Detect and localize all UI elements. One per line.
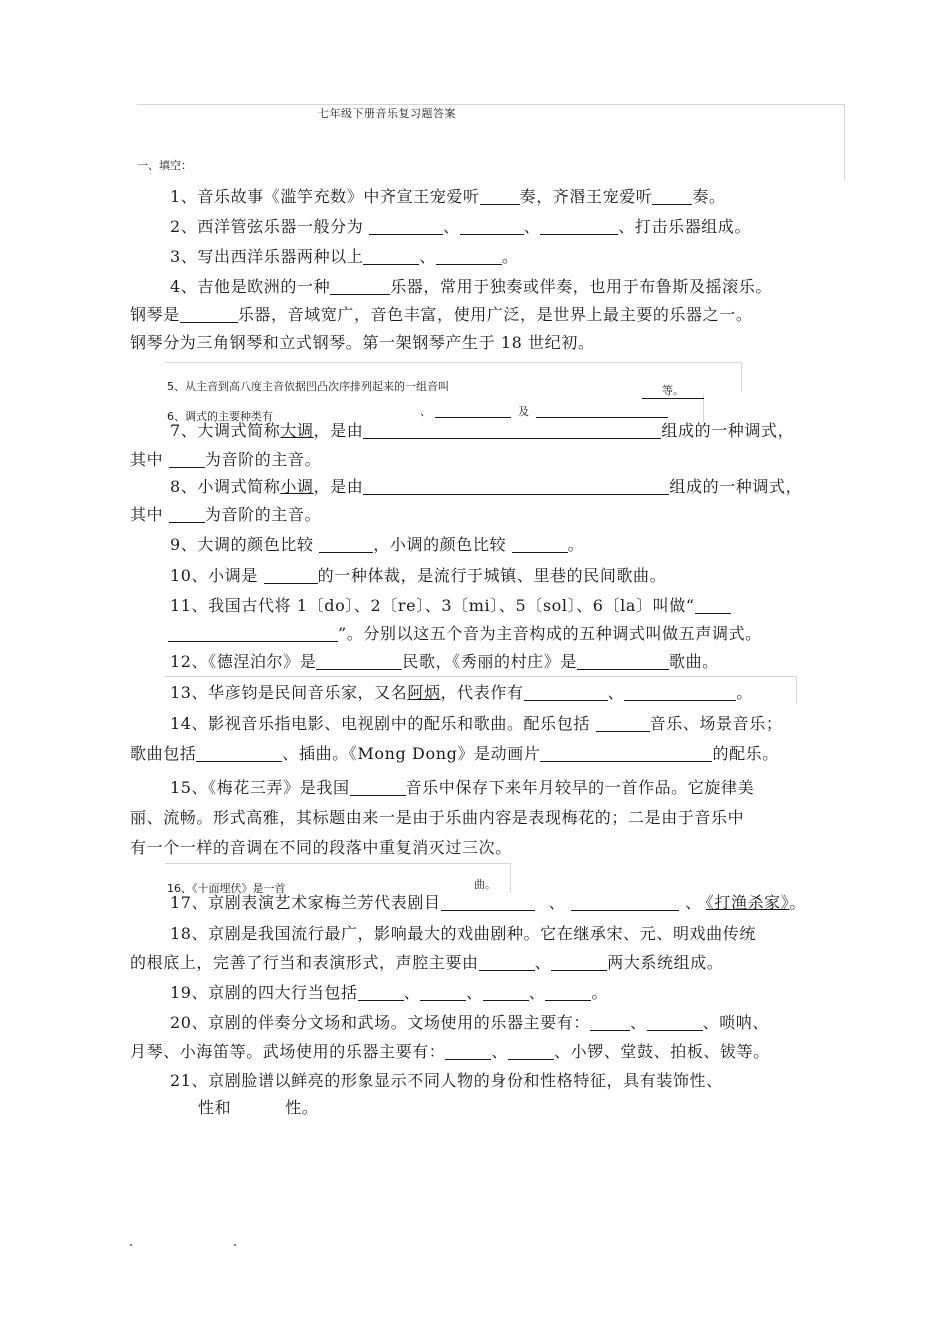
question-18: 18、京剧是我国流行最广，影响最大的戏曲剧种。它在继承宋、元、明戏曲传统 xyxy=(170,924,756,943)
blank[interactable] xyxy=(441,894,535,911)
question-13: 13、华彦钧是民间音乐家，又名阿炳，代表作有 、 。 xyxy=(170,683,753,702)
blank[interactable] xyxy=(590,1014,630,1031)
blank[interactable] xyxy=(196,745,282,762)
blank[interactable] xyxy=(169,451,205,468)
blank[interactable] xyxy=(545,984,591,1001)
blank[interactable] xyxy=(540,745,712,762)
question-16-tail: 曲。 xyxy=(474,878,496,891)
blank[interactable] xyxy=(369,218,443,235)
blank[interactable] xyxy=(536,407,668,418)
frame-right-line xyxy=(844,104,845,180)
question-5-tail xyxy=(642,382,704,399)
question-2: 2、西洋管弦乐器一般分为 、 、 、打击乐器组成。 xyxy=(170,217,752,236)
blank[interactable] xyxy=(577,653,669,670)
blank[interactable] xyxy=(624,684,736,701)
question-15-line-2: 丽、流畅。形式高雅，其标题由来一是由于乐曲内容是表现梅花的；二是由于音乐中 xyxy=(130,808,745,827)
blank[interactable] xyxy=(180,306,238,323)
question-1: 1、音乐故事《滥竽充数》中齐宣王宠爱听 奏，齐湣王宠爱听 奏。 xyxy=(170,187,726,206)
blank[interactable] xyxy=(420,984,466,1001)
blank[interactable] xyxy=(316,653,402,670)
blank[interactable] xyxy=(647,1014,703,1031)
question-20: 20、京剧的伴奏分文场和武场。文场使用的乐器主要有： 、 、唢呐、 xyxy=(170,1013,769,1032)
question-5: 5、从主音到高八度主音依据凹凸次序排列起来的一组音叫 xyxy=(167,380,449,393)
blank[interactable] xyxy=(480,188,520,205)
question-11: 11、我国古代将 1〔do〕、2〔re〕、3〔mi〕、5〔sol〕、6〔la〕叫做“ xyxy=(170,596,731,616)
blank[interactable] xyxy=(168,625,338,642)
frame-q5-top xyxy=(165,362,742,363)
blank[interactable] xyxy=(460,218,524,235)
scan-speck xyxy=(234,1244,236,1246)
blank[interactable] xyxy=(169,506,205,523)
question-11-line-2: ”。分别以这五个音为主音构成的五种调式叫做五声调式。 xyxy=(168,624,762,644)
question-10: 10、小调是 的一种体裁，是流行于城镇、里巷的民间歌曲。 xyxy=(170,566,667,585)
question-6: 6、调式的主要种类有 xyxy=(167,410,273,423)
blank[interactable] xyxy=(571,894,679,911)
blank[interactable] xyxy=(483,984,529,1001)
question-6-blanks: 、 及 xyxy=(420,405,529,418)
question-9: 9、大调的颜色比较 ，小调的颜色比较 。 xyxy=(170,535,585,554)
blank[interactable] xyxy=(319,536,373,553)
question-14-line-2: 歌曲包括 、插曲。《Mong Dong》是动画片 的配乐。 xyxy=(130,744,779,763)
question-21-line-2: 性和 性。 xyxy=(198,1098,319,1117)
question-16: 16、《十面埋伏》是一首 xyxy=(167,882,286,895)
blank-with-text: 等。 xyxy=(642,382,704,399)
frame-q13-top xyxy=(165,676,797,677)
blank[interactable] xyxy=(363,478,669,495)
blank[interactable] xyxy=(350,779,406,796)
blank[interactable] xyxy=(551,954,607,971)
blank[interactable] xyxy=(363,248,419,265)
question-15-line-3: 有一个一样的音调在不同的段落中重复消灭过三次。 xyxy=(130,838,512,857)
question-3: 3、写出西洋乐器两种以上 、 。 xyxy=(170,247,519,266)
section-heading: 一、填空： xyxy=(137,159,192,172)
question-8: 8、小调式简称小调，是由 组成的一种调式， xyxy=(170,477,803,496)
scan-speck xyxy=(130,1244,132,1246)
frame-q16-top xyxy=(165,863,510,864)
blank[interactable] xyxy=(540,218,618,235)
question-7-line-2: 其中 为音阶的主音。 xyxy=(130,450,322,469)
question-4-line-3: 钢琴分为三角钢琴和立式钢琴。第一架钢琴产生于 18 世纪初。 xyxy=(130,333,595,352)
question-7: 7、大调式简称大调，是由 组成的一种调式， xyxy=(170,421,795,440)
question-19: 19、京剧的四大行当包括 、 、 、 。 xyxy=(170,983,608,1002)
blank[interactable] xyxy=(436,248,502,265)
frame-q5-right xyxy=(741,362,742,392)
question-4-line-2: 钢琴是 乐器，音域宽广，音色丰富，使用广泛，是世界上最主要的乐器之一。 xyxy=(130,305,753,324)
question-12: 12、《德涅泊尔》是 民歌，《秀丽的村庄》是 歌曲。 xyxy=(170,652,719,671)
question-4-line-1: 4、吉他是欧洲的一种 乐器，常用于独奏或伴奏，也用于布鲁斯及摇滚乐。 xyxy=(170,277,772,296)
blank[interactable] xyxy=(508,1043,554,1060)
question-17: 17、京剧表演艺术家梅兰芳代表剧目 、 、 《打渔杀家》。 xyxy=(170,893,806,912)
page-title: 七年级下册音乐复习题答案 xyxy=(318,107,456,120)
question-15: 15、《梅花三弄》是我国 音乐中保存下来年月较早的一首作品。它旋律美 xyxy=(170,778,755,797)
blank[interactable] xyxy=(652,188,692,205)
frame-top-line xyxy=(137,104,845,105)
question-8-line-2: 其中 为音阶的主音。 xyxy=(130,505,322,524)
blank[interactable] xyxy=(479,954,535,971)
blank[interactable] xyxy=(695,597,731,614)
blank[interactable] xyxy=(358,984,404,1001)
blank[interactable] xyxy=(330,278,390,295)
blank[interactable] xyxy=(524,684,608,701)
blank[interactable] xyxy=(596,715,650,732)
question-21: 21、京剧脸谱以鲜亮的形象显示不同人物的身份和性格特征，具有装饰性、 xyxy=(170,1071,723,1090)
question-20-line-2: 月琴、小海笛等。武场使用的乐器主要有： 、 、小锣、堂鼓、拍板、钹等。 xyxy=(130,1042,770,1061)
frame-q13-right xyxy=(796,676,797,704)
blank[interactable] xyxy=(363,422,661,439)
blank[interactable] xyxy=(512,536,568,553)
blank[interactable] xyxy=(445,1043,491,1060)
frame-q16-right xyxy=(510,863,511,893)
blank[interactable] xyxy=(264,567,318,584)
question-14: 14、影视音乐指电影、电视剧中的配乐和歌曲。配乐包括 音乐、场景音乐； xyxy=(170,714,783,733)
question-18-line-2: 的根底上，完善了行当和表演形式，声腔主要由 、 两大系统组成。 xyxy=(130,953,724,972)
blank[interactable] xyxy=(435,407,511,418)
